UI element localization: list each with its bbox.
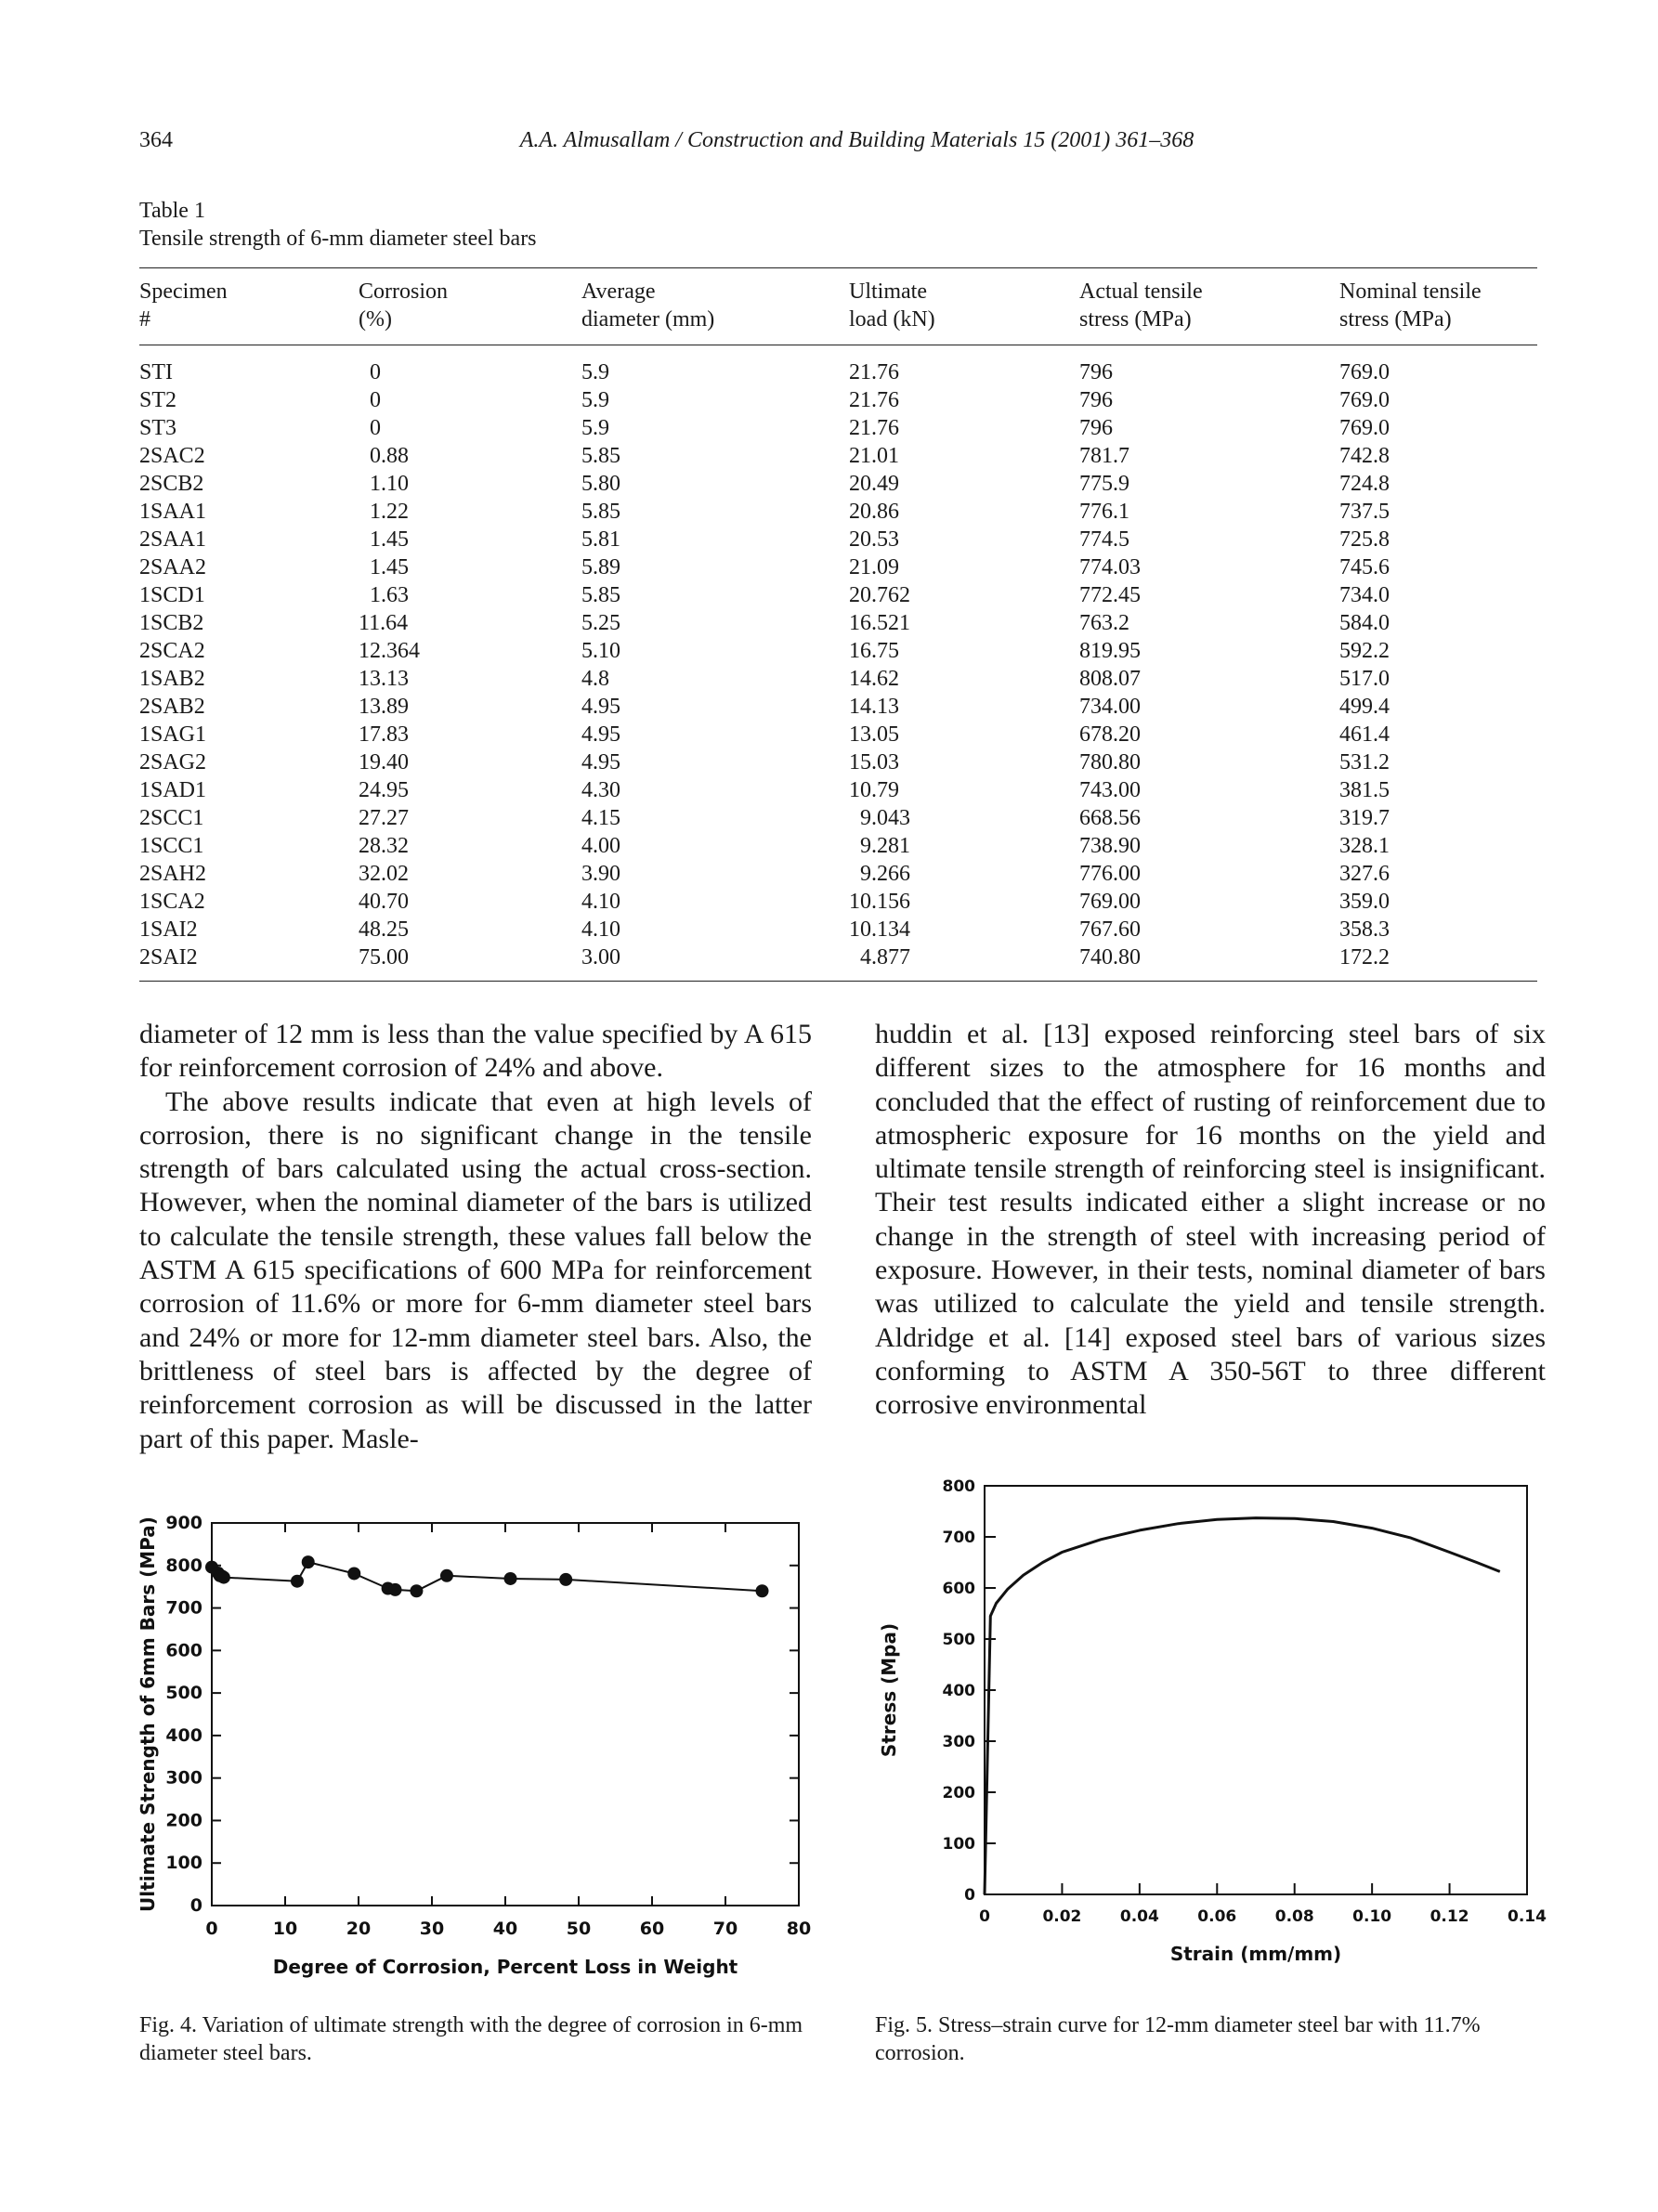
series-line <box>985 1518 1500 1894</box>
x-tick-label: 0.14 <box>1508 1907 1547 1926</box>
table-cell: 724.8 <box>1339 472 1390 496</box>
table-row <box>139 832 1537 860</box>
table-cell: 319.7 <box>1339 806 1390 830</box>
table-cell: 775.9 <box>1079 472 1129 496</box>
table-row <box>139 470 1537 498</box>
journal-citation: A.A. Almusallam / Construction and Building Materials 15 (2001) 361–368 <box>519 128 1195 152</box>
table-cell: 16.75 <box>849 639 899 663</box>
table-header-cell: Average diameter (mm) <box>581 280 715 332</box>
table-cell: 20.762 <box>849 583 910 607</box>
table-cell: 5.10 <box>581 639 620 663</box>
data-point <box>756 1584 769 1597</box>
table-cell: 4.95 <box>581 750 620 774</box>
table-header-cell: Ultimate load (kN) <box>849 280 935 332</box>
table-cell: 734.00 <box>1079 695 1141 719</box>
table-cell: 0.88 <box>359 444 409 468</box>
table-cell: 780.80 <box>1079 750 1141 774</box>
table-cell: 1.63 <box>359 583 409 607</box>
y-tick-label: 0 <box>189 1895 202 1916</box>
table-cell: 1SAG1 <box>139 722 207 747</box>
table-cell: 14.13 <box>849 695 899 719</box>
table-cell: 0 <box>359 416 381 440</box>
table-cell: 21.76 <box>849 388 899 412</box>
table-cell: 819.95 <box>1079 639 1141 663</box>
table-cell: 20.53 <box>849 527 899 552</box>
table-cell: 1SCB2 <box>139 611 204 635</box>
table-cell: 4.877 <box>849 945 910 969</box>
data-point <box>347 1567 360 1580</box>
y-tick-label: 200 <box>942 1784 975 1802</box>
table-cell: 328.1 <box>1339 834 1390 858</box>
y-axis-label: Stress (Mpa) <box>878 1622 900 1758</box>
table-cell: 381.5 <box>1339 778 1390 802</box>
table-cell: 4.95 <box>581 695 620 719</box>
y-tick-label: 700 <box>942 1529 975 1547</box>
table-cell: 327.6 <box>1339 862 1390 886</box>
table-cell: 12.364 <box>359 639 420 663</box>
table-cell: 2SAA1 <box>139 527 207 552</box>
x-tick-label: 0.10 <box>1352 1907 1392 1926</box>
table-label: Table 1 <box>139 199 205 223</box>
y-tick-label: 400 <box>165 1724 202 1746</box>
table-cell: 5.25 <box>581 611 620 635</box>
x-tick-label: 0.12 <box>1430 1907 1469 1926</box>
y-tick-label: 800 <box>165 1555 202 1576</box>
table-cell: 15.03 <box>849 750 899 774</box>
y-tick-label: 700 <box>165 1597 202 1619</box>
table-cell: 5.85 <box>581 500 620 524</box>
table-cell: 2SAH2 <box>139 862 207 886</box>
table-cell: 767.60 <box>1079 917 1141 942</box>
table-cell: 32.02 <box>359 862 409 886</box>
plot-frame <box>985 1486 1527 1894</box>
figure-4-caption: Fig. 4. Variation of ultimate strength with the degree of corrosion in 6-mm diameter steel bars. <box>139 2013 803 2065</box>
table-cell: 2SAA2 <box>139 555 207 579</box>
data-point <box>440 1569 453 1582</box>
table-row <box>139 916 1537 943</box>
table-cell: 9.043 <box>849 806 910 830</box>
table-cell: 4.10 <box>581 917 620 942</box>
table-cell: 24.95 <box>359 778 409 802</box>
table-cell: 13.89 <box>359 695 409 719</box>
table-cell: 678.20 <box>1079 722 1141 747</box>
table-row <box>139 498 1537 526</box>
table-cell: 743.00 <box>1079 778 1141 802</box>
table-cell: 5.85 <box>581 583 620 607</box>
table-cell: 27.27 <box>359 806 409 830</box>
table-cell: 17.83 <box>359 722 409 747</box>
x-tick-label: 60 <box>639 1919 665 1939</box>
table-cell: 461.4 <box>1339 722 1390 747</box>
table-cell: 10.79 <box>849 778 899 802</box>
table-row <box>139 804 1537 832</box>
table-cell: 16.521 <box>849 611 910 635</box>
table-row <box>139 665 1537 693</box>
table-cell: 21.01 <box>849 444 899 468</box>
table-cell: 745.6 <box>1339 555 1390 579</box>
table-row <box>139 345 1537 387</box>
y-tick-label: 100 <box>165 1853 202 1874</box>
table-cell: 725.8 <box>1339 527 1390 552</box>
table-cell: 774.03 <box>1079 555 1141 579</box>
table-row <box>139 776 1537 804</box>
x-tick-label: 0.08 <box>1274 1907 1314 1926</box>
x-tick-label: 20 <box>346 1919 372 1939</box>
table-cell: 774.5 <box>1079 527 1129 552</box>
table-row <box>139 637 1537 665</box>
table-cell: 4.15 <box>581 806 620 830</box>
table-cell: 531.2 <box>1339 750 1390 774</box>
table-cell: 1.10 <box>359 472 409 496</box>
table-cell: 2SCB2 <box>139 472 204 496</box>
y-tick-label: 300 <box>942 1733 975 1751</box>
table-cell: 808.07 <box>1079 667 1141 691</box>
table-cell: 769.00 <box>1079 890 1141 914</box>
table-cell: 4.95 <box>581 722 620 747</box>
y-tick-label: 500 <box>165 1683 202 1704</box>
table-row <box>139 526 1537 553</box>
table-row <box>139 442 1537 470</box>
table-cell: 796 <box>1079 388 1113 412</box>
table-cell: 796 <box>1079 416 1113 440</box>
table-header-cell: Corrosion (%) <box>359 280 448 332</box>
table-row <box>139 860 1537 888</box>
y-tick-label: 100 <box>942 1835 975 1854</box>
data-point <box>389 1583 402 1596</box>
table-cell: 734.0 <box>1339 583 1390 607</box>
figure-5-chart <box>875 1467 1553 1997</box>
data-point <box>559 1573 572 1586</box>
table-cell: 781.7 <box>1079 444 1129 468</box>
y-tick-label: 0 <box>964 1886 975 1905</box>
x-tick-label: 0.02 <box>1042 1907 1082 1926</box>
table-cell: 5.89 <box>581 555 620 579</box>
table-cell: 2SAB2 <box>139 695 205 719</box>
table-cell: 10.134 <box>849 917 910 942</box>
table-cell: 668.56 <box>1079 806 1141 830</box>
table-header-row <box>139 268 1537 345</box>
table-cell: 19.40 <box>359 750 409 774</box>
table-cell: 28.32 <box>359 834 409 858</box>
y-tick-label: 400 <box>942 1682 975 1700</box>
table-cell: 517.0 <box>1339 667 1390 691</box>
table-row <box>139 721 1537 748</box>
table-row <box>139 414 1537 442</box>
table-cell: 2SAI2 <box>139 945 198 969</box>
table-cell: 2SAG2 <box>139 750 207 774</box>
table-cell: 742.8 <box>1339 444 1390 468</box>
x-tick-label: 0.06 <box>1197 1907 1237 1926</box>
table-cell: 1SCD1 <box>139 583 205 607</box>
x-tick-label: 50 <box>566 1919 592 1939</box>
paragraph: The above results indicate that even at high levels of corrosion, there is no significant change in the tensile strength of bars calculated using the actual cross-section. However, when the nominal diameter of the bars is utilized to calculate the tensile strength, these values fall below the ASTM A 615 specifications of 600 MPa for reinforcement corrosion of 11.6% or more for 6-mm diameter steel bars and 24% or more for 12-mm diameter steel bars. Also, the brittleness of steel bars is affected by the degree of reinforcement corrosion as will be discussed in the latter part of this paper. Masle- <box>139 1086 812 1454</box>
table-cell: 4.30 <box>581 778 620 802</box>
body-text-left <box>139 1018 812 1456</box>
figure-5-caption: Fig. 5. Stress–strain curve for 12-mm diameter steel bar with 11.7% corrosion. <box>875 2013 1481 2065</box>
table-cell: 5.81 <box>581 527 620 552</box>
table-cell: 5.80 <box>581 472 620 496</box>
table-cell: 5.9 <box>581 360 609 384</box>
table-cell: 1SAI2 <box>139 917 198 942</box>
table-cell: 5.85 <box>581 444 620 468</box>
table-cell: 48.25 <box>359 917 409 942</box>
table-cell: 738.90 <box>1079 834 1141 858</box>
table-cell: 1.22 <box>359 500 409 524</box>
x-tick-label: 30 <box>419 1919 445 1939</box>
page-header <box>139 128 1537 162</box>
body-text-right <box>875 1018 1546 1423</box>
y-tick-label: 200 <box>165 1810 202 1831</box>
page-number: 364 <box>139 128 173 152</box>
table-cell: 3.90 <box>581 862 620 886</box>
x-axis-label: Strain (mm/mm) <box>1169 1943 1342 1965</box>
table-caption <box>139 197 537 253</box>
y-axis-label: Ultimate Strength of 6mm Bars (MPa) <box>137 1516 159 1912</box>
table-cell: 358.3 <box>1339 917 1390 942</box>
table-cell: 592.2 <box>1339 639 1390 663</box>
y-tick-label: 800 <box>942 1477 975 1496</box>
table-cell: 5.9 <box>581 388 609 412</box>
y-tick-label: 600 <box>942 1580 975 1598</box>
table-cell: 3.00 <box>581 945 620 969</box>
table-cell: 499.4 <box>1339 695 1390 719</box>
table-cell: 769.0 <box>1339 360 1390 384</box>
table-cell: STI <box>139 360 173 384</box>
table-cell: 1.45 <box>359 555 409 579</box>
table-cell: 1SAB2 <box>139 667 205 691</box>
y-tick-label: 900 <box>165 1513 202 1533</box>
x-tick-label: 70 <box>712 1919 738 1939</box>
table-cell: 172.2 <box>1339 945 1390 969</box>
y-tick-label: 600 <box>165 1640 202 1661</box>
table-cell: 776.00 <box>1079 862 1141 886</box>
table-row <box>139 888 1537 916</box>
table-row <box>139 581 1537 609</box>
data-point <box>302 1555 315 1568</box>
y-tick-label: 500 <box>942 1631 975 1649</box>
table-cell: 584.0 <box>1339 611 1390 635</box>
table-row <box>139 553 1537 581</box>
table-body <box>139 345 1537 982</box>
table-cell: 21.76 <box>849 416 899 440</box>
table-cell: 1SCA2 <box>139 890 205 914</box>
table-cell: 21.09 <box>849 555 899 579</box>
table-cell: 4.8 <box>581 667 609 691</box>
table-cell: 9.266 <box>849 862 910 886</box>
table-row <box>139 943 1537 982</box>
table-cell: 772.45 <box>1079 583 1141 607</box>
table-cell: 769.0 <box>1339 388 1390 412</box>
x-tick-label: 0 <box>205 1919 218 1939</box>
table-cell: 359.0 <box>1339 890 1390 914</box>
table-cell: 75.00 <box>359 945 409 969</box>
table-row <box>139 748 1537 776</box>
table-cell: 20.49 <box>849 472 899 496</box>
tensile-strength-table <box>139 267 1537 982</box>
x-tick-label: 10 <box>272 1919 298 1939</box>
data-point <box>291 1575 304 1588</box>
table-row <box>139 609 1537 637</box>
data-point <box>217 1571 230 1584</box>
data-point <box>504 1572 517 1585</box>
table-cell: 0 <box>359 360 381 384</box>
table-cell: 1SAA1 <box>139 500 207 524</box>
table-cell: 2SCA2 <box>139 639 205 663</box>
table-header-cell: Actual tensile stress (MPa) <box>1079 280 1203 332</box>
table-cell: 740.80 <box>1079 945 1141 969</box>
table-cell: 10.156 <box>849 890 910 914</box>
y-tick-label: 300 <box>165 1767 202 1789</box>
table-cell: 0 <box>359 388 381 412</box>
table-cell: ST2 <box>139 388 177 412</box>
paragraph: diameter of 12 mm is less than the value specified by A 615 for reinforcement corrosion of 24% and above. <box>139 1019 812 1084</box>
table-cell: 1SAD1 <box>139 778 207 802</box>
table-cell: 1SCC1 <box>139 834 204 858</box>
table-cell: ST3 <box>139 416 177 440</box>
x-tick-label: 80 <box>786 1919 812 1939</box>
table-cell: 2SCC1 <box>139 806 204 830</box>
table-cell: 9.281 <box>849 834 910 858</box>
table-cell: 763.2 <box>1079 611 1129 635</box>
table-cell: 769.0 <box>1339 416 1390 440</box>
table-cell: 5.9 <box>581 416 609 440</box>
x-tick-label: 40 <box>492 1919 518 1939</box>
table-cell: 11.64 <box>359 611 409 635</box>
table-cell: 14.62 <box>849 667 899 691</box>
table-container <box>139 267 1537 982</box>
figure-4-chart <box>139 1504 817 1997</box>
table-cell: 40.70 <box>359 890 409 914</box>
table-cell: 13.13 <box>359 667 409 691</box>
table-title: Tensile strength of 6-mm diameter steel bars <box>139 227 537 251</box>
table-cell: 2SAC2 <box>139 444 205 468</box>
data-point <box>410 1584 423 1597</box>
table-header-cell: Nominal tensile stress (MPa) <box>1339 280 1482 332</box>
table-row <box>139 693 1537 721</box>
table-cell: 776.1 <box>1079 500 1129 524</box>
table-cell: 21.76 <box>849 360 899 384</box>
x-tick-label: 0.04 <box>1119 1907 1159 1926</box>
paragraph: huddin et al. [13] exposed reinforcing steel bars of six different sizes to the atmosphere for 16 months and concluded that the effect of rusting of reinforcement due to atmospheric exposure for 16 months on the yield and ultimate tensile strength of reinforcing steel is insignificant. Their test results indicated either a slight increase or no change in the strength of steel with increasing period of exposure. However, in their tests, nominal diameter of bars was utilized to calculate the yield and tensile strength. Aldridge et al. [14] exposed steel bars of various sizes conforming to ASTM A 350-56T to three different corrosive environmental <box>875 1019 1546 1421</box>
table-cell: 20.86 <box>849 500 899 524</box>
table-cell: 737.5 <box>1339 500 1390 524</box>
x-axis-label: Degree of Corrosion, Percent Loss in Weight <box>272 1956 738 1978</box>
table-cell: 1.45 <box>359 527 409 552</box>
table-cell: 4.10 <box>581 890 620 914</box>
x-tick-label: 0 <box>979 1907 990 1926</box>
table-cell: 796 <box>1079 360 1113 384</box>
table-cell: 13.05 <box>849 722 899 747</box>
table-cell: 4.00 <box>581 834 620 858</box>
table-row <box>139 386 1537 414</box>
table-header-cell: Specimen # <box>139 280 228 332</box>
